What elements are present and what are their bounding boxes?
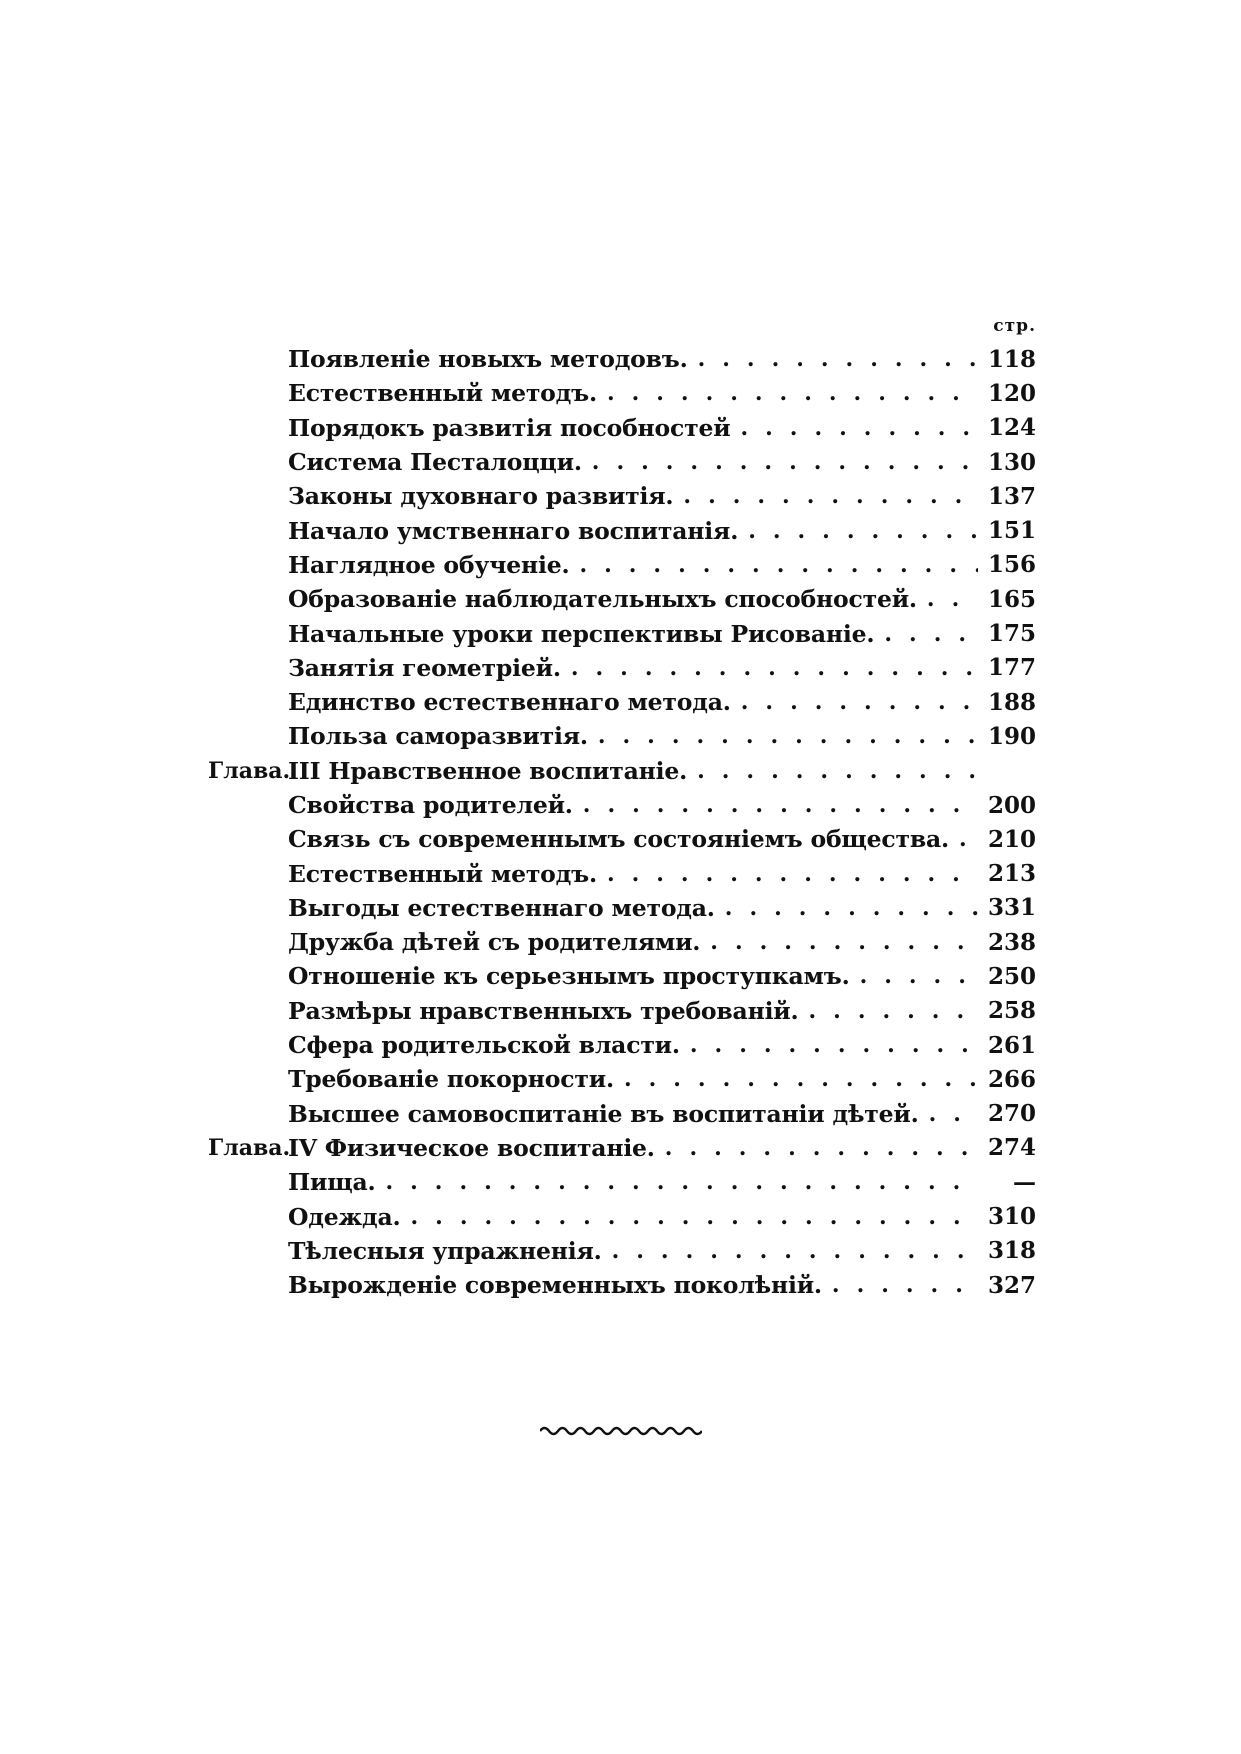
page-number: 250 (987, 962, 1036, 990)
entry-title: Образованіе наблюдательныхъ способностей. (288, 585, 917, 614)
dot-leader (688, 346, 978, 372)
dot-leader (673, 483, 978, 509)
dot-leader (597, 380, 978, 406)
toc-entry (208, 856, 1036, 890)
toc-entry (208, 1028, 1036, 1062)
dot-leader (597, 861, 978, 887)
dot-leader (573, 792, 978, 818)
page-number: 118 (987, 345, 1036, 373)
toc-chapter-heading (208, 1131, 1036, 1165)
page-number: 274 (987, 1134, 1036, 1162)
page-number: 156 (987, 551, 1036, 579)
entry-title: Высшее самовоспитаніе въ воспитаніи дѣтей. (288, 1099, 919, 1128)
entry-title: Единство естественнаго метода. (288, 688, 731, 717)
entry-title: Естественный методъ. (288, 859, 597, 888)
toc-entry (208, 513, 1036, 547)
page-number: 213 (987, 860, 1036, 888)
toc-entry (208, 959, 1036, 993)
page-number: 310 (987, 1203, 1036, 1231)
toc-entry (208, 1097, 1036, 1131)
entry-title: Польза саморазвитія. (288, 722, 588, 751)
entry-title: Отношеніе къ серьезнымъ проступкамъ. (288, 962, 850, 991)
chapter-title: III Нравственное воспитаніе. (288, 756, 688, 785)
dot-leader (738, 518, 978, 544)
entry-title: Наглядное обученіе. (288, 550, 570, 579)
chapter-title: IV Физическое воспитаніе. (288, 1133, 655, 1162)
entry-title: Порядокъ развитія пособностей (288, 413, 731, 442)
entry-title: Связь съ современнымъ состояніемъ общества. (288, 825, 950, 854)
entry-title: Система Песталоцци. (288, 448, 582, 477)
dot-leader (822, 1272, 978, 1298)
toc-entry (208, 616, 1036, 650)
entry-title: Тѣлесныя упражненія. (288, 1236, 602, 1265)
entry-title: Законы духовнаго развитія. (288, 482, 674, 511)
toc-entry (208, 376, 1036, 410)
entry-title: Начальные уроки перспективы Рисованіе. (288, 619, 875, 648)
dot-leader (375, 1169, 978, 1195)
page-number: 238 (987, 928, 1036, 956)
dot-leader (730, 415, 978, 441)
page-number: 270 (987, 1100, 1036, 1128)
dot-leader (655, 1135, 978, 1161)
toc-entry (208, 719, 1036, 753)
entry-title: Одежда. (288, 1202, 401, 1231)
toc-entry (208, 685, 1036, 719)
dot-leader (569, 552, 978, 578)
toc-entry (208, 822, 1036, 856)
page-number: 165 (987, 585, 1036, 613)
dot-leader (561, 655, 978, 681)
dot-leader (874, 621, 978, 647)
entry-title: Пища. (288, 1168, 376, 1197)
entry-title: Требованіе покорности. (288, 1065, 614, 1094)
dot-leader (680, 1032, 978, 1058)
toc-entry (208, 548, 1036, 582)
dot-leader (614, 1066, 978, 1092)
chapter-prefix: Глава. (208, 757, 291, 784)
toc-entry (208, 1234, 1036, 1268)
dot-leader (850, 963, 978, 989)
entry-title: Размѣры нравственныхъ требованій. (288, 996, 799, 1025)
entry-title: Выгоды естественнаго метода. (288, 893, 715, 922)
dot-leader (588, 723, 978, 749)
page-number: 190 (987, 722, 1036, 750)
toc-chapter-heading (208, 754, 1036, 788)
entry-title: Дружба дѣтей съ родителями. (288, 928, 701, 957)
page-column-label: стр. (993, 316, 1036, 336)
page-number: 137 (987, 482, 1036, 510)
dot-leader (582, 449, 978, 475)
entry-title: Начало умственнаго воспитанія. (288, 516, 739, 545)
table-of-contents (208, 342, 1036, 1302)
page-number: 188 (987, 688, 1036, 716)
entry-title: Свойства родителей. (288, 791, 573, 819)
page-number: 318 (987, 1237, 1036, 1265)
page-number: 331 (987, 894, 1036, 922)
dot-leader (949, 826, 978, 852)
toc-entry (208, 1165, 1036, 1199)
dot-leader (401, 1204, 979, 1230)
toc-entry (208, 1268, 1036, 1302)
toc-entry (208, 582, 1036, 616)
toc-entry (208, 891, 1036, 925)
dot-leader (700, 929, 978, 955)
page-number: 124 (987, 414, 1036, 442)
entry-title: Естественный методъ. (288, 379, 597, 408)
page-number: — (1013, 1168, 1036, 1196)
toc-entry (208, 1199, 1036, 1233)
toc-entry (208, 994, 1036, 1028)
entry-title: Вырожденіе современныхъ поколѣній. (288, 1271, 822, 1300)
toc-entry (208, 445, 1036, 479)
page-number: 258 (987, 997, 1036, 1025)
toc-entry (208, 788, 1036, 822)
page-number: 210 (987, 825, 1036, 853)
page-number: 175 (987, 620, 1036, 648)
wavy-rule-ornament (540, 1424, 702, 1438)
page-number: 120 (987, 379, 1036, 407)
toc-entry (208, 925, 1036, 959)
dot-leader (919, 1101, 978, 1127)
page-number: 266 (987, 1065, 1036, 1093)
page-number: 261 (987, 1031, 1036, 1059)
dot-leader (799, 998, 978, 1024)
dot-leader (731, 689, 978, 715)
toc-entry (208, 411, 1036, 445)
page-number: 327 (987, 1271, 1036, 1299)
dot-leader (687, 758, 978, 784)
page-number: 130 (987, 448, 1036, 476)
chapter-prefix: Глава. (208, 1134, 291, 1161)
toc-entry (208, 479, 1036, 513)
dot-leader (917, 586, 978, 612)
page-number: 151 (987, 517, 1036, 545)
entry-title: Появленіе новыхъ методовъ. (288, 345, 688, 374)
page-number: 177 (987, 654, 1036, 682)
toc-entry (208, 342, 1036, 376)
entry-title: Занятія геометріей. (288, 653, 561, 682)
toc-entry (208, 1062, 1036, 1096)
entry-title: Сфера родительской власти. (288, 1031, 680, 1060)
page-number: 200 (987, 791, 1036, 819)
dot-leader (602, 1238, 978, 1264)
dot-leader (715, 895, 978, 921)
toc-entry (208, 651, 1036, 685)
